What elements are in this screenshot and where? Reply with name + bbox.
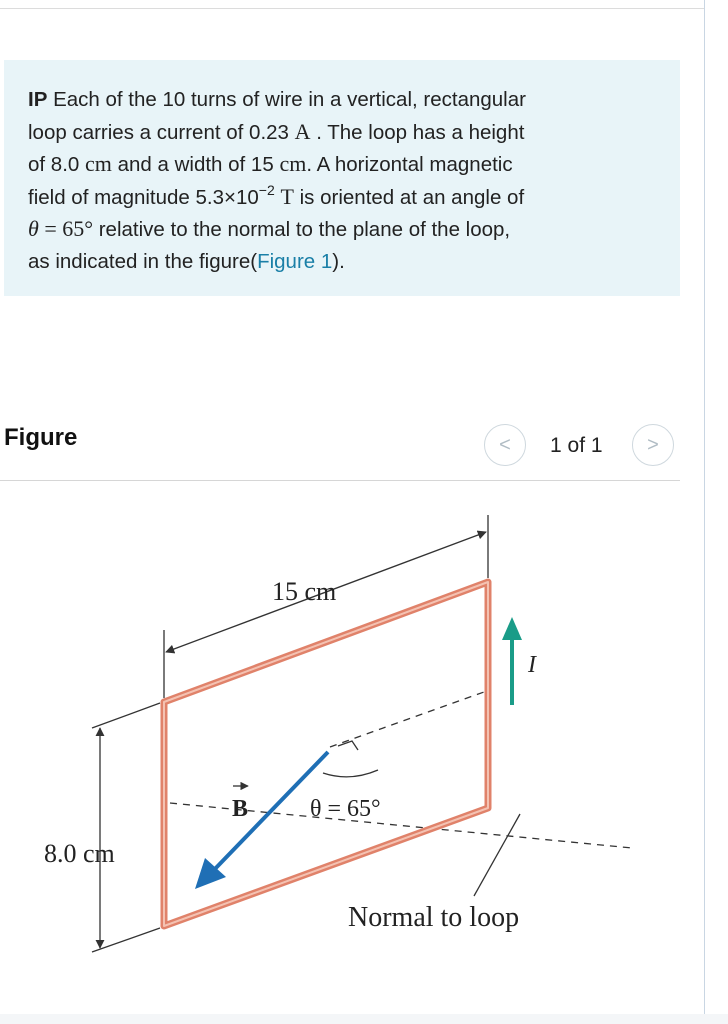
height-label: 8.0 cm — [44, 839, 115, 868]
right-divider — [704, 0, 705, 1024]
figure-divider — [0, 480, 680, 481]
normal-label: Normal to loop — [348, 902, 520, 933]
bottom-shade — [0, 1014, 728, 1024]
plane-dashed-line — [330, 692, 484, 747]
chevron-right-icon: > — [647, 433, 659, 456]
ext-line-bottom-left — [92, 928, 160, 952]
ext-line-top-left — [92, 703, 160, 728]
width-unit: cm — [279, 151, 307, 176]
problem-line-6: as indicated in the figure(Figure 1). — [28, 249, 345, 273]
field-label: B — [232, 796, 249, 822]
problem-line-2: loop carries a current of 0.23 A . The loop has a height — [28, 118, 525, 144]
field-unit: T — [280, 183, 294, 209]
theta-value: = 65° — [38, 216, 94, 241]
current-unit: A — [294, 118, 311, 144]
problem-line-5: θ = 65° relative to the normal to the plane of the loop, — [28, 216, 511, 241]
problem-line-3: of 8.0 cm and a width of 15 cm. A horizontal magnetic — [28, 151, 513, 176]
theta-symbol: θ — [28, 216, 39, 241]
figure-diagram — [0, 482, 704, 1014]
normal-leader-line — [474, 814, 520, 896]
problem-statement — [4, 60, 680, 296]
figure-pager — [480, 424, 680, 468]
chevron-left-icon: < — [499, 433, 511, 456]
exponent: −2 — [258, 181, 275, 198]
problem-line-1: IP Each of the 10 turns of wire in a vertical, rectangular — [28, 88, 526, 111]
figure-title: Figure — [4, 424, 78, 451]
current-arrow-head — [502, 617, 522, 640]
current-label: I — [528, 652, 536, 678]
angle-arc — [323, 770, 378, 777]
problem-line-4: field of magnitude $5.3\times 10^{-2}$ T is oriented at an angle of — [28, 181, 525, 209]
height-unit: cm — [85, 151, 112, 176]
page-count: 1 of 1 — [550, 434, 603, 457]
angle-label: θ = 65° — [310, 796, 381, 822]
right-angle-marker — [338, 741, 358, 750]
top-divider — [0, 8, 704, 9]
figure-link[interactable]: Figure 1 — [257, 249, 333, 273]
ip-tag: IP — [28, 88, 48, 111]
width-label: 15 cm — [272, 577, 337, 606]
next-figure-button[interactable] — [632, 424, 674, 466]
previous-figure-button[interactable] — [484, 424, 526, 466]
